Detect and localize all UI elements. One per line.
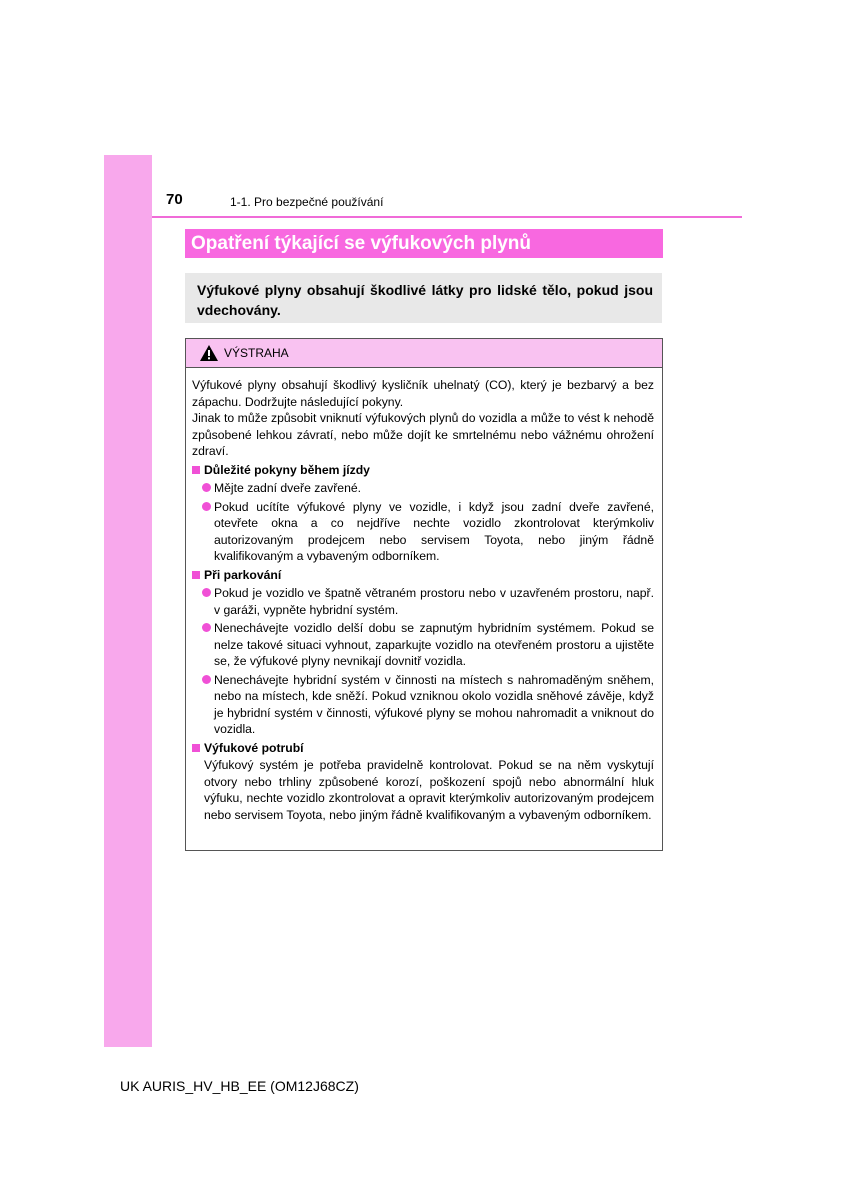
round-bullet-icon (202, 483, 211, 492)
warning-paragraph: Výfukové plyny obsahují škodlivý kysličník uhelnatý (CO), který je bezbarvý a bez zápachu. Dodržujte následující pokyny. (192, 378, 654, 409)
square-bullet-icon (192, 571, 200, 579)
subsection-heading (192, 740, 654, 757)
intro-text: Výfukové plyny obsahují škodlivé látky pro lidské tělo, pokud jsou vdechovány. (197, 282, 653, 318)
list-item (202, 620, 654, 670)
round-bullet-icon (202, 502, 211, 511)
section-reference: 1-1. Pro bezpečné používání (230, 195, 384, 209)
intro-box (185, 273, 662, 323)
list-item-text: Mějte zadní dveře zavřené. (214, 481, 362, 495)
warning-header (186, 339, 662, 368)
list-item (202, 585, 654, 618)
round-bullet-icon (202, 588, 211, 597)
side-tab-strip (104, 155, 152, 1047)
subsection-heading-label: Při parkování (204, 567, 282, 582)
footer-code: UK AURIS_HV_HB_EE (OM12J68CZ) (120, 1078, 359, 1094)
round-bullet-icon (202, 675, 211, 684)
list-item-text: Pokud ucítíte výfukové plyny ve vozidle, i když jsou zadní dveře zavřené, otevřete okna a co nejdříve nechte vozidlo zkontrolovat kterýmkoliv autorizovaným prodejcem nebo servisem Toyota, nebo jiným řádně kvalifikovaným a vybaveným odborníkem. (214, 499, 654, 563)
list-item-text: Pokud je vozidlo ve špatně větraném prostoru nebo v uzavřeném prostoru, např. v garáži, vypněte hybridní systém. (214, 586, 654, 617)
square-bullet-icon (192, 466, 200, 474)
section-title-bar (185, 229, 663, 258)
warning-triangle-icon (199, 344, 219, 362)
list-item (202, 499, 654, 565)
list-item (202, 480, 654, 497)
square-bullet-icon (192, 744, 200, 752)
subsection-heading (192, 567, 654, 584)
round-bullet-icon (202, 623, 211, 632)
warning-box (185, 338, 663, 851)
section-title: Opatření týkající se výfukových plynů (191, 233, 532, 254)
warning-paragraph: Jinak to může způsobit vniknutí výfukových plynů do vozidla a může to vést k nehodě způsobené lehkou závratí, nebo může dojít ke smrtelnému nebo vážnému ohrožení zdraví. (192, 411, 654, 458)
subsection-heading (192, 462, 654, 479)
subsection-heading-label: Důležité pokyny během jízdy (204, 462, 370, 477)
list-item-text: Nenechávejte hybridní systém v činnosti na místech s nahromaděným sněhem, nebo na místech, kde sněží. Pokud vzniknou okolo vozidla sněhové závěje, když je hybridní systém v činnosti, výfukové plyny se mohou nahromadit a vniknout do vozidla. (214, 672, 654, 736)
subsection-heading-label: Výfukové potrubí (204, 740, 304, 755)
warning-body (192, 377, 654, 823)
list-item (202, 672, 654, 738)
subsection-text: Výfukový systém je potřeba pravidelně kontrolovat. Pokud se na něm vyskytují otvory nebo trhliny způsobené korozí, poškození spojů nebo abnormální hluk výfuku, nechte vozidlo zkontrolovat a opravit kterýmkoliv autorizovaným prodejcem nebo servisem Toyota, nebo jiným řádně kvalifikovaným a vybaveným odborníkem. (204, 758, 654, 822)
page-number: 70 (166, 191, 183, 208)
list-item-text: Nenechávejte vozidlo delší dobu se zapnutým hybridním systémem. Pokud se nelze takové situaci vyhnout, zaparkujte vozidlo na otevřeném prostoru a ujistěte se, že výfukové plyny nevnikají dovnitř vozidla. (214, 621, 654, 668)
warning-label: VÝSTRAHA (224, 346, 289, 360)
header-rule (152, 216, 742, 218)
